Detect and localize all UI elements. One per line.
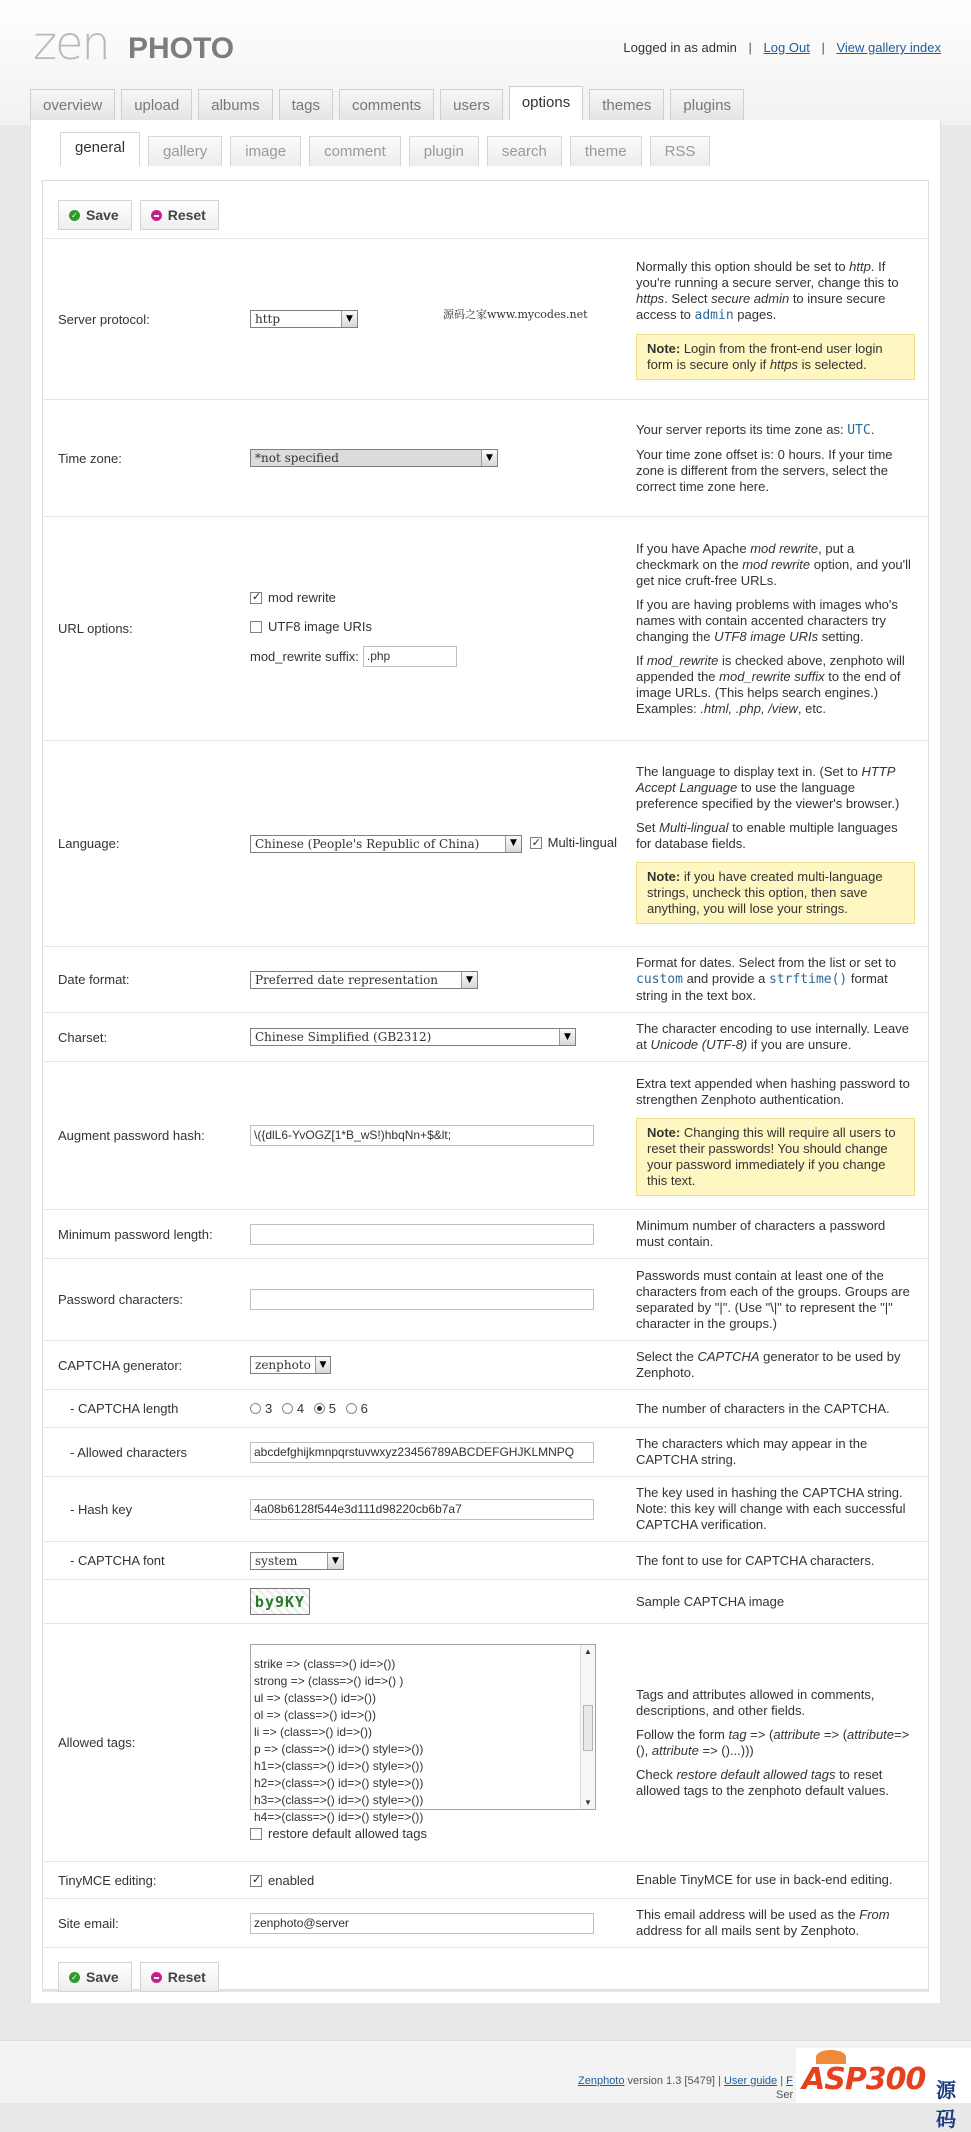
label-captcha-generator: CAPTCHA generator: <box>42 1341 250 1390</box>
scroll-down-icon[interactable]: ▼ <box>584 1798 592 1807</box>
tag-line: h1=>(class=>() id=>() style=>()) <box>254 1759 424 1773</box>
mod-rewrite-suffix-input[interactable]: .php <box>363 646 457 667</box>
row-url-options: URL options: ✓mod rewrite UTF8 image URIs mod_rewrite suffix: .php If you have Apache mod rewrite, put a checkmark on the mod rewrite option, and you'll get nice cruft-free URLs. If you are having problems with images who's names with contain accented characters try changing the UTF8 image URIs setting. If mod_rewrite is checked above, zenphoto will appended the mod_rewrite suffix to the end of image URLs. (This helps search engines.) Examples: .html, .php, /view, etc. <box>42 517 929 741</box>
tab-overview[interactable]: overview <box>30 89 115 121</box>
captcha-sample-image: by9KY <box>250 1588 310 1615</box>
row-allowed-characters: - Allowed characters abcdefghijkmnpqrstuvwxyz23456789ABCDEFGHJKLMNPQ The characters which may appear in the CAPTCHA string. <box>42 1428 929 1477</box>
label-charset: Charset: <box>42 1013 250 1062</box>
main-tabs <box>30 86 744 122</box>
tag-line: ol => (class=>() id=>()) <box>254 1708 377 1722</box>
subtab-rss[interactable]: RSS <box>650 136 711 166</box>
label-password-characters: Password characters: <box>42 1259 250 1341</box>
save-button[interactable]: ✓ Save <box>58 200 132 230</box>
forum-link[interactable]: F <box>786 2075 793 2087</box>
logged-in-text: Logged in as admin <box>623 40 737 55</box>
label-min-password: Minimum password length: <box>42 1210 250 1259</box>
textarea-scrollbar[interactable] <box>580 1645 595 1809</box>
chevron-down-icon: ▼ <box>461 972 477 988</box>
label-augment-hash: Augment password hash: <box>42 1062 250 1210</box>
chevron-down-icon: ▼ <box>341 311 357 327</box>
bottom-button-row <box>58 1962 219 1992</box>
subtab-theme[interactable]: theme <box>570 136 642 166</box>
options-table <box>42 238 929 1948</box>
check-icon: ✓ <box>69 210 80 221</box>
label-time-zone: Time zone: <box>42 400 250 517</box>
multi-lingual-checkbox[interactable] <box>530 837 542 849</box>
row-server-protocol: Server protocol: http ▼ Normally this option should be set to http. If you're running a secure server, change this to https. Select secure admin to insure secure access to admin pages. Note: Login from the front-end user login form is secure only if https is selected. <box>42 239 929 400</box>
chevron-down-icon: ▼ <box>327 1553 343 1569</box>
row-allowed-tags: Allowed tags: strike => (class=>() id=>()) strong => (class=>() id=>() ) ul => (class=>() id=>()) ol => (class=>() id=>()) li => (class=>() id=>()) p => (class=>() id=>() style=>()) h1=>(class=>() id=>() style=>()) h2=>(class=>() id=>() style=>()) h3=>(class=>() id=>() style=>()) h4=>(class=>() id=>() style=>()) ▲ ▼ restore default allowed tags Tags and attributes allowed in comments, descriptions, and other fields. Follow the form tag => (attribute => (attribute=> (), attribute => ()...))) Check restore default allowed tags to reset allowed tags to the zenphoto default values. <box>42 1624 929 1862</box>
save-button[interactable]: ✓ Save <box>58 1962 132 1992</box>
tab-themes[interactable]: themes <box>589 89 664 121</box>
chevron-down-icon: ▼ <box>505 836 521 852</box>
utf8-uris-checkbox[interactable] <box>250 621 262 633</box>
label-url-options: URL options: <box>42 517 250 741</box>
label-allowed-characters: - Allowed characters <box>42 1428 250 1477</box>
min-password-input[interactable] <box>250 1224 594 1245</box>
chevron-down-icon: ▼ <box>315 1357 330 1373</box>
row-captcha-length: - CAPTCHA length 3 4 5 6 The number of characters in the CAPTCHA. <box>42 1390 929 1428</box>
tag-line: li => (class=>() id=>()) <box>254 1725 373 1739</box>
note-box: Note: if you have created multi-language strings, uncheck this option, then save anything, you will lose your strings. <box>636 862 915 924</box>
tinymce-checkbox[interactable] <box>250 1875 262 1887</box>
minus-circle-icon <box>151 1972 162 1983</box>
reset-button[interactable]: Reset <box>140 200 219 230</box>
date-format-select[interactable]: Preferred date representation ▼ <box>250 971 478 989</box>
tab-plugins[interactable]: plugins <box>670 89 744 121</box>
time-zone-select[interactable]: *not specified ▼ <box>250 449 498 467</box>
tag-line: h3=>(class=>() id=>() style=>()) <box>254 1793 424 1807</box>
row-hash-key: - Hash key 4a08b6128f544e3d111d98220cb6b7a7 The key used in hashing the CAPTCHA string. Note: this key will change with each successful CAPTCHA verification. <box>42 1477 929 1542</box>
sub-tabs <box>60 132 710 166</box>
chevron-down-icon: ▼ <box>559 1029 575 1045</box>
tag-line: h4=>(class=>() id=>() style=>()) <box>254 1810 424 1824</box>
row-time-zone: Time zone: *not specified ▼ Your server reports its time zone as: UTC. Your time zone offset is: 0 hours. If your time zone is different from the servers, select the correct time zone here. <box>42 400 929 517</box>
minus-circle-icon <box>151 210 162 221</box>
asp300-logo: ASP300 源码 <box>796 2048 971 2103</box>
row-captcha-generator: CAPTCHA generator: zenphoto ▼ Select the CAPTCHA generator to be used by Zenphoto. <box>42 1341 929 1390</box>
tag-line: ul => (class=>() id=>()) <box>254 1691 377 1705</box>
restore-tags-checkbox[interactable] <box>250 1828 262 1840</box>
tab-comments[interactable]: comments <box>339 89 434 121</box>
captcha-font-select[interactable]: system ▼ <box>250 1552 344 1570</box>
label-date-format: Date format: <box>42 947 250 1013</box>
tab-tags[interactable]: tags <box>279 89 333 121</box>
row-sample-captcha: by9KY Sample CAPTCHA image <box>42 1580 929 1624</box>
row-charset: Charset: Chinese Simplified (GB2312) ▼ The character encoding to use internally. Leave at Unicode (UTF-8) if you are unsure. <box>42 1013 929 1062</box>
tab-upload[interactable]: upload <box>121 89 192 121</box>
captcha-length-3-radio[interactable] <box>250 1403 261 1414</box>
tab-users[interactable]: users <box>440 89 503 121</box>
tab-albums[interactable]: albums <box>198 89 272 121</box>
row-tinymce: TinyMCE editing: ✓ enabled Enable TinyMCE for use in back-end editing. <box>42 1862 929 1899</box>
captcha-length-6-radio[interactable] <box>346 1403 357 1414</box>
row-password-characters: Password characters: Passwords must contain at least one of the characters from each of the groups. Groups are separated by "|". (Use "\|" to represent the "|" character in the groups.) <box>42 1259 929 1341</box>
logo-zen: zen <box>33 16 109 70</box>
row-captcha-font: - CAPTCHA font system ▼ The font to use for CAPTCHA characters. <box>42 1542 929 1580</box>
user-guide-link[interactable]: User guide <box>723 2075 778 2087</box>
logo-photo: PHOTO <box>128 32 235 65</box>
row-date-format: Date format: Preferred date representation ▼ Format for dates. Select from the list or set to custom and provide a strftime() format string in the text box. <box>42 947 929 1013</box>
tag-line: h2=>(class=>() id=>() style=>()) <box>254 1776 424 1790</box>
tag-line: p => (class=>() id=>() style=>()) <box>254 1742 424 1756</box>
header <box>0 0 971 125</box>
label-captcha-length: - CAPTCHA length <box>42 1390 250 1428</box>
label-server-protocol: Server protocol: <box>42 239 250 400</box>
password-characters-input[interactable] <box>250 1289 594 1310</box>
allowed-tags-textarea[interactable] <box>250 1644 596 1824</box>
label-allowed-tags: Allowed tags: <box>42 1624 250 1862</box>
tag-line: strong => (class=>() id=>() ) <box>254 1674 404 1688</box>
tag-line: strike => (class=>() id=>()) <box>254 1657 396 1671</box>
row-min-password: Minimum password length: Minimum number of characters a password must contain. <box>42 1210 929 1259</box>
hash-key-input[interactable]: 4a08b6128f544e3d111d98220cb6b7a7 <box>250 1499 594 1520</box>
footer: Zenphoto version 1.3 [5479] | User guide | F Ser <box>0 2040 971 2103</box>
watermark-text: 源码之家www.mycodes.net <box>443 308 588 321</box>
site-email-input[interactable]: zenphoto@server <box>250 1913 594 1934</box>
top-button-row <box>58 200 219 230</box>
subtab-gallery[interactable]: gallery <box>148 136 222 166</box>
label-language: Language: <box>42 741 250 947</box>
view-gallery-link[interactable]: View gallery index <box>836 40 941 55</box>
row-language: Language: Chinese (People's Republic of China) ▼ ✓ Multi-lingual The language to display text in. (Set to HTTP Accept Language to use the language preference specified by the viewer's browser.) Set Multi-lingual to enable multiple languages for database fields. Note: if you have created multi-language strings, uncheck this option, then save anything, you will lose your strings. <box>42 741 929 947</box>
captcha-length-5-radio[interactable] <box>314 1403 325 1414</box>
server-protocol-select[interactable]: http ▼ <box>250 310 358 328</box>
language-select[interactable]: Chinese (People's Republic of China) ▼ <box>250 835 522 853</box>
subtab-general[interactable]: general <box>60 132 140 166</box>
augment-hash-input[interactable]: \({dlL6-YvOGZ[1*B_wS!)hbqNn+$&lt; <box>250 1125 594 1146</box>
subtab-plugin[interactable]: plugin <box>409 136 479 166</box>
note-box: Note: Login from the front-end user login form is secure only if https is selected. <box>636 334 915 380</box>
mod-rewrite-checkbox[interactable] <box>250 592 262 604</box>
chevron-down-icon: ▼ <box>481 450 497 466</box>
scroll-up-icon[interactable]: ▲ <box>584 1647 592 1656</box>
note-box: Note: Changing this will require all users to reset their passwords! You should change your password immediately if you change this text. <box>636 1118 915 1196</box>
check-icon: ✓ <box>69 1972 80 1983</box>
scrollbar-thumb[interactable] <box>583 1705 593 1751</box>
charset-select[interactable]: Chinese Simplified (GB2312) ▼ <box>250 1028 576 1046</box>
label-tinymce: TinyMCE editing: <box>42 1862 250 1899</box>
row-site-email: Site email: zenphoto@server This email address will be used as the From address for all mails sent by Zenphoto. <box>42 1899 929 1948</box>
label-captcha-font: - CAPTCHA font <box>42 1542 250 1580</box>
user-bar: Logged in as admin | Log Out | View gallery index <box>623 40 941 55</box>
captcha-generator-select[interactable]: zenphoto ▼ <box>250 1356 331 1374</box>
subtab-comment[interactable]: comment <box>309 136 401 166</box>
reset-button[interactable]: Reset <box>140 1962 219 1992</box>
label-site-email: Site email: <box>42 1899 250 1948</box>
row-augment-hash: Augment password hash: \({dlL6-YvOGZ[1*B_wS!)hbqNn+$&lt; Extra text appended when hashing password to strengthen Zenphoto authentication. Note: Changing this will require all users to reset their passwords! You should change your password immediately if you change this text. <box>42 1062 929 1210</box>
tab-options[interactable]: options <box>509 86 583 122</box>
zenphoto-link[interactable]: Zenphoto <box>578 2075 625 2087</box>
logout-link[interactable]: Log Out <box>763 40 810 55</box>
captcha-length-4-radio[interactable] <box>282 1403 293 1414</box>
subtab-search[interactable]: search <box>487 136 562 166</box>
subtab-image[interactable]: image <box>230 136 301 166</box>
label-hash-key: - Hash key <box>42 1477 250 1542</box>
allowed-characters-input[interactable]: abcdefghijkmnpqrstuvwxyz23456789ABCDEFGHJKLMNPQ <box>250 1442 594 1463</box>
